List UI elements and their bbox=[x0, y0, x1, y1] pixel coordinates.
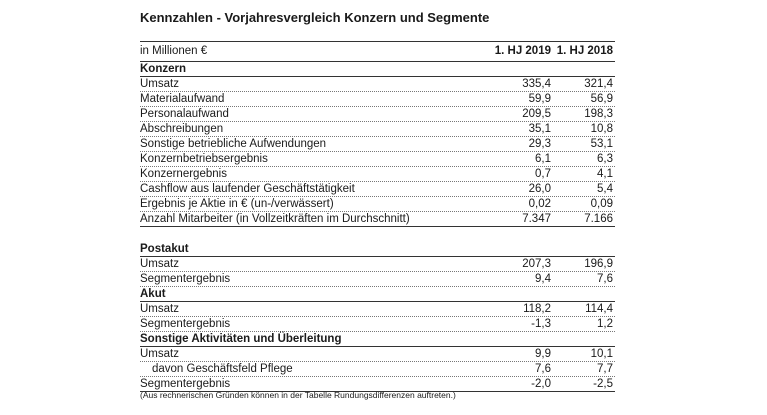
footnote: (Aus rechnerischen Gründen können in der Tabelle Rundungsdifferenzen auftreten.) bbox=[140, 390, 456, 400]
table-row bbox=[140, 182, 615, 197]
value-2019: 7,6 bbox=[535, 363, 551, 375]
value-2018: 0,09 bbox=[590, 198, 613, 210]
row-label: davon Geschäftsfeld Pflege bbox=[152, 363, 293, 375]
value-2019: 35,1 bbox=[528, 123, 551, 135]
row-label: Materialaufwand bbox=[140, 93, 225, 105]
column-header-2018: 1. HJ 2018 bbox=[556, 45, 613, 57]
value-2019: 335,4 bbox=[522, 78, 551, 90]
row-label: Anzahl Mitarbeiter (in Vollzeitkräften im Durchschnitt) bbox=[140, 213, 410, 225]
value-2019: 29,3 bbox=[528, 138, 551, 150]
value-2019: -2,0 bbox=[531, 378, 551, 390]
row-label: Ergebnis je Aktie in € (un-/verwässert) bbox=[140, 198, 334, 210]
value-2018: 196,9 bbox=[584, 258, 613, 270]
section-header-akut bbox=[140, 287, 615, 302]
header-top-rule bbox=[140, 41, 615, 42]
value-2018: 10,8 bbox=[590, 123, 613, 135]
value-2018: 7.166 bbox=[584, 213, 613, 225]
table-row bbox=[140, 122, 615, 137]
table-row bbox=[140, 137, 615, 152]
row-label: Segmentergebnis bbox=[140, 273, 231, 285]
row-label: Umsatz bbox=[140, 258, 179, 270]
value-2018: 10,1 bbox=[590, 348, 613, 360]
table-row bbox=[140, 317, 615, 332]
table-header bbox=[140, 43, 615, 61]
value-2018: 198,3 bbox=[584, 108, 613, 120]
table-row bbox=[140, 272, 615, 287]
row-label: Umsatz bbox=[140, 348, 179, 360]
value-2018: -2,5 bbox=[593, 378, 613, 390]
row-label: Sonstige Aktivitäten und Überleitung bbox=[140, 333, 342, 345]
value-2019: 9,9 bbox=[535, 348, 551, 360]
value-2019: 59,9 bbox=[528, 93, 551, 105]
row-label: Personalaufwand bbox=[140, 108, 229, 120]
value-2019: 207,3 bbox=[522, 258, 551, 270]
value-2018: 53,1 bbox=[590, 138, 613, 150]
table-row bbox=[140, 302, 615, 317]
table-title: Kennzahlen - Vorjahresvergleich Konzern und Segmente bbox=[140, 10, 490, 25]
row-label: Konzern bbox=[140, 63, 186, 75]
value-2019: -1,3 bbox=[531, 318, 551, 330]
row-label: Cashflow aus laufender Geschäftstätigkeit bbox=[140, 183, 355, 195]
section-header-konzern bbox=[140, 62, 615, 77]
value-2018: 321,4 bbox=[584, 78, 613, 90]
value-2018: 4,1 bbox=[597, 168, 613, 180]
value-2018: 5,4 bbox=[597, 183, 613, 195]
table-row bbox=[140, 77, 615, 92]
value-2019: 0,7 bbox=[535, 168, 551, 180]
table-row bbox=[140, 347, 615, 362]
row-label: Segmentergebnis bbox=[140, 378, 231, 390]
row-label: Akut bbox=[140, 288, 166, 300]
row-label: Sonstige betriebliche Aufwendungen bbox=[140, 138, 327, 150]
value-2019: 118,2 bbox=[523, 303, 551, 315]
value-2018: 7,6 bbox=[597, 273, 613, 285]
value-2018: 7,7 bbox=[597, 363, 613, 375]
row-label: Segmentergebnis bbox=[140, 318, 231, 330]
section-header-sonstige bbox=[140, 332, 615, 347]
unit-label: in Millionen € bbox=[140, 45, 208, 57]
row-label: Umsatz bbox=[140, 303, 179, 315]
table-row bbox=[140, 257, 615, 272]
row-label: Konzernergebnis bbox=[140, 168, 227, 180]
table-row bbox=[140, 212, 615, 227]
section-header-postakut bbox=[140, 242, 615, 257]
value-2018: 56,9 bbox=[590, 93, 613, 105]
value-2019: 209,5 bbox=[522, 108, 551, 120]
value-2019: 26,0 bbox=[528, 183, 551, 195]
table-row bbox=[140, 107, 615, 122]
table-row bbox=[140, 362, 615, 377]
value-2018: 114,4 bbox=[585, 303, 613, 315]
value-2018: 1,2 bbox=[597, 318, 613, 330]
column-header-2019: 1. HJ 2019 bbox=[494, 45, 551, 57]
value-2019: 6,1 bbox=[535, 153, 551, 165]
table-row bbox=[140, 197, 615, 212]
value-2019: 9,4 bbox=[535, 273, 551, 285]
row-label: Abschreibungen bbox=[140, 123, 224, 135]
row-label: Postakut bbox=[140, 243, 189, 255]
table-row bbox=[140, 92, 615, 107]
value-2019: 0,02 bbox=[528, 198, 551, 210]
table-row bbox=[140, 167, 615, 182]
value-2019: 7.347 bbox=[522, 213, 551, 225]
row-label: Umsatz bbox=[140, 78, 179, 90]
value-2018: 6,3 bbox=[597, 153, 613, 165]
table-row bbox=[140, 152, 615, 167]
row-label: Konzernbetriebsergebnis bbox=[140, 153, 268, 165]
